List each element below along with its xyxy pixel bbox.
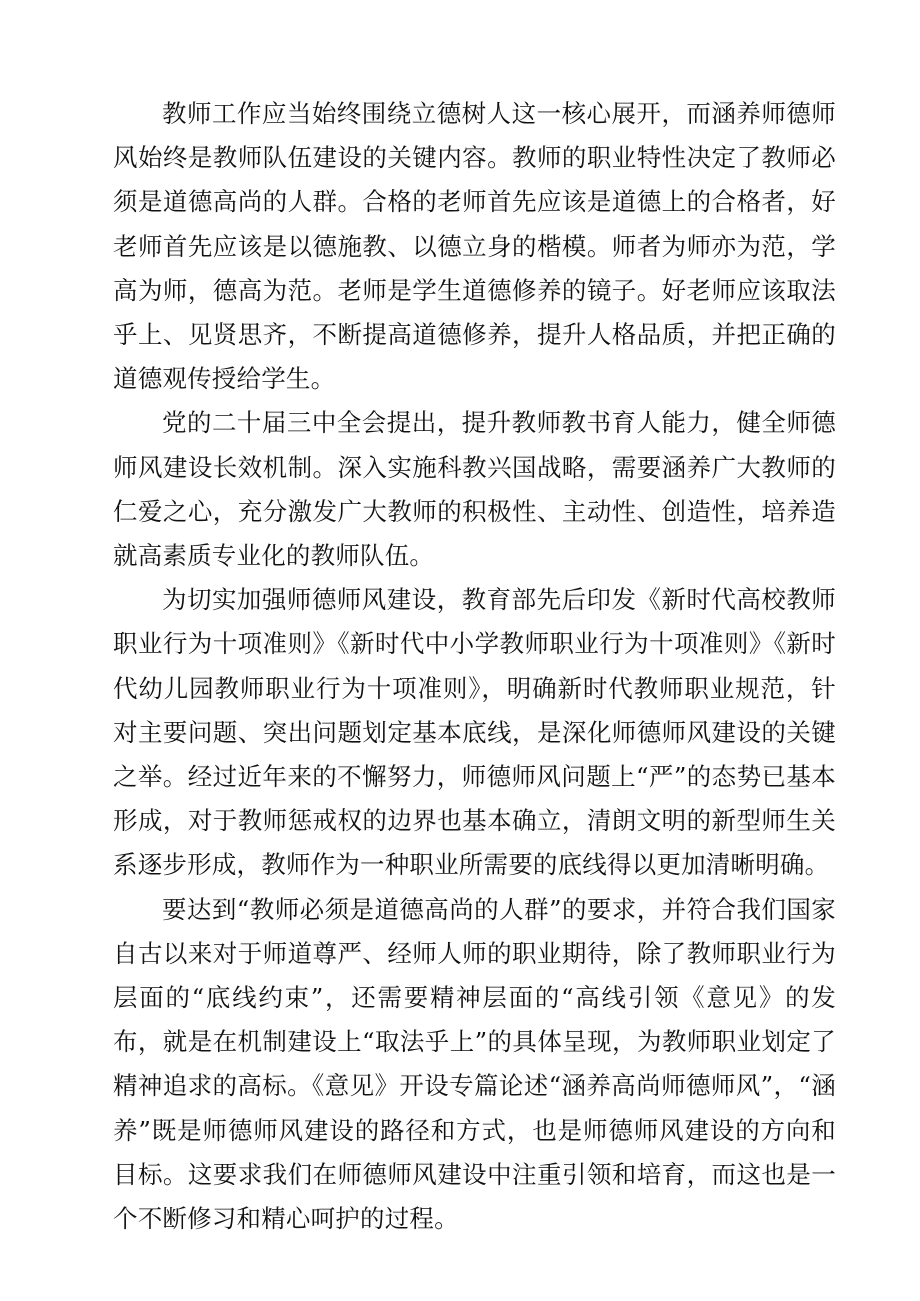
paragraph-2: 党的二十届三中全会提出，提升教师教书育人能力，健全师德师风建设长效机制。深入实施科教兴国战略，需要涵养广大教师的仁爱之心，充分激发广大教师的积极性、主动性、创造性，培养造就高素质专业化的教师队伍。 [113, 408, 836, 571]
paragraph-1: 教师工作应当始终围绕立德树人这一核心展开，而涵养师德师风始终是教师队伍建设的关键内容。教师的职业特性决定了教师必须是道德高尚的人群。合格的老师首先应该是道德上的合格者，好老师首先应该是以德施教、以德立身的楷模。师者为师亦为范，学高为师，德高为范。老师是学生道德修养的镜子。好老师应该取法乎上、见贤思齐，不断提高道德修养，提升人格品质，并把正确的道德观传授给学生。 [113, 99, 836, 394]
paragraph-3: 为切实加强师德师风建设，教育部先后印发《新时代高校教师职业行为十项准则》《新时代中小学教师职业行为十项准则》《新时代幼儿园教师职业行为十项准则》，明确新时代教师职业规范，针对主要问题、突出问题划定基本底线，是深化师德师风建设的关键之举。经过近年来的不懈努力，师德师风问题上“严”的态势已基本形成，对于教师惩戒权的边界也基本确立，清朗文明的新型师生关系逐步形成，教师作为一种职业所需要的底线得以更加清晰明确。 [113, 585, 836, 880]
paragraph-4: 要达到“教师必须是道德高尚的人群”的要求，并符合我们国家自古以来对于师道尊严、经师人师的职业期待，除了教师职业行为层面的“底线约束”，还需要精神层面的“高线引领《意见》的发布，就是在机制建设上“取法乎上”的具体呈现，为教师职业划定了精神追求的高标。《意见》开设专篇论述“涵养高尚师德师风”，“涵养”既是师德师风建设的路径和方式，也是师德师风建设的方向和目标。这要求我们在师德师风建设中注重引领和培育，而这也是一个不断修习和精心呵护的过程。 [113, 894, 836, 1234]
